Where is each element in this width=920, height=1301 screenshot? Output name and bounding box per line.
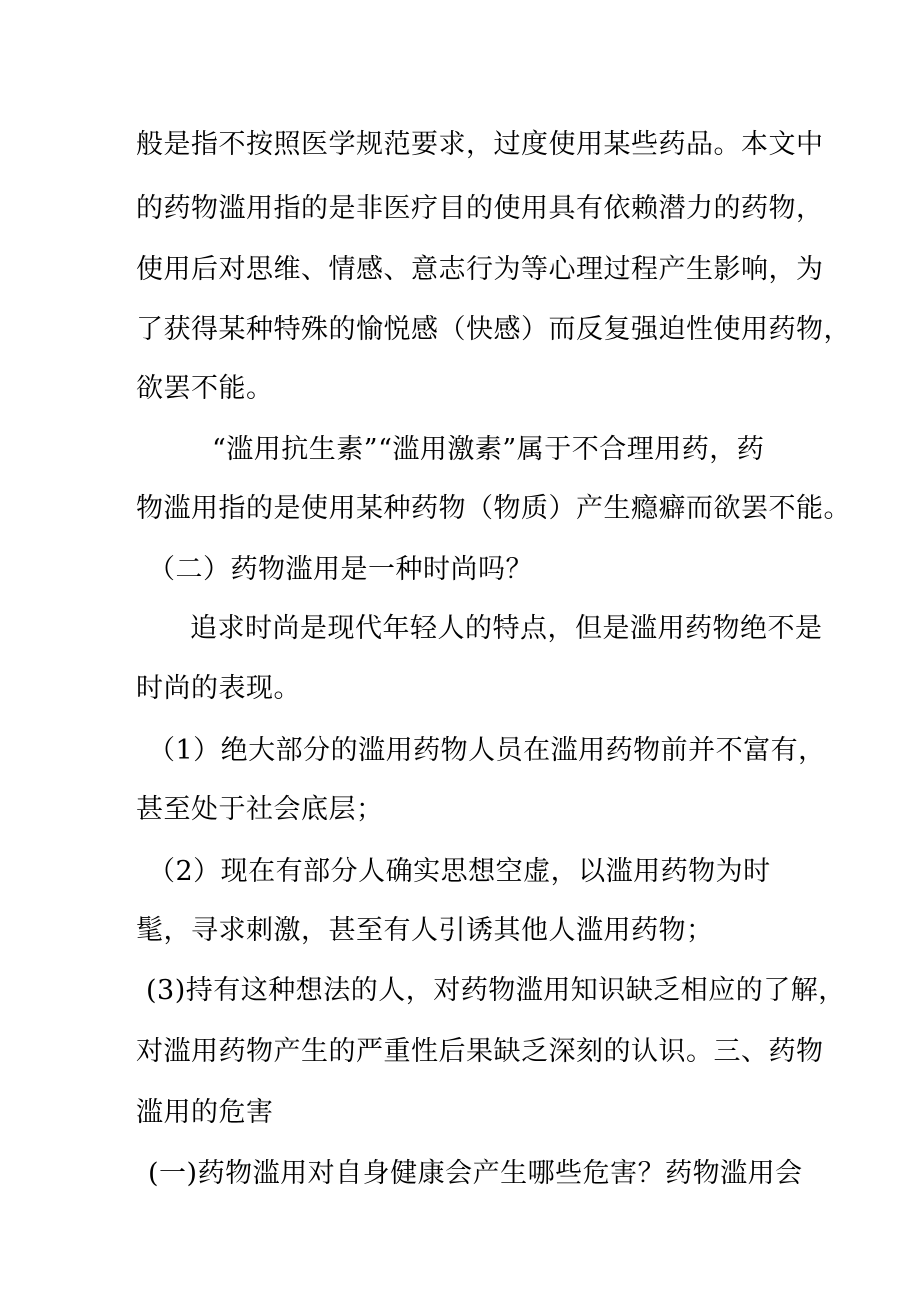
list-item-2: （2）现在有部分人确实思想空虚，以滥用药物为时 [148, 856, 771, 887]
text-line-6: “滥用抗生素”“滥用激素”属于不合理用药，药 [212, 434, 765, 465]
section-heading-3: (一)药物滥用对自身健康会产生哪些危害？药物滥用会 [148, 1158, 803, 1189]
text-line-1: 般是指不按照医学规范要求，过度使用某些药品。本文中 [136, 129, 824, 160]
text-line-16: 对滥用药物产生的严重性后果缺乏深刻的认识。三、药物 [136, 1036, 824, 1067]
text-line-9: 追求时尚是现代年轻人的特点，但是滥用药物绝不是 [190, 613, 823, 644]
text-line-7: 物滥用指的是使用某种药物（物质）产生瘾癖而欲罢不能。 [136, 493, 851, 524]
text-line-12: 甚至处于社会底层； [136, 794, 384, 825]
text-line-5: 欲罢不能。 [136, 373, 274, 404]
section-heading-2: （二）药物滥用是一种时尚吗？ [148, 554, 533, 585]
text-line-17: 滥用的危害 [136, 1097, 274, 1128]
list-item-3: (3)持有这种想法的人，对药物滥用知识缺乏相应的了解， [146, 975, 846, 1006]
text-line-3: 使用后对思维、情感、意志行为等心理过程产生影响，为 [136, 254, 824, 285]
text-line-4: 了获得某种特殊的愉悦感（快感）而反复强迫性使用药物， [136, 314, 851, 345]
list-item-1: （1）绝大部分的滥用药物人员在滥用药物前并不富有， [148, 735, 826, 766]
text-line-10: 时尚的表现。 [136, 673, 301, 704]
text-line-2: 的药物滥用指的是非医疗目的使用具有依赖潜力的药物， [136, 193, 824, 224]
text-line-14: 髦，寻求刺激，甚至有人引诱其他人滥用药物； [136, 915, 714, 946]
